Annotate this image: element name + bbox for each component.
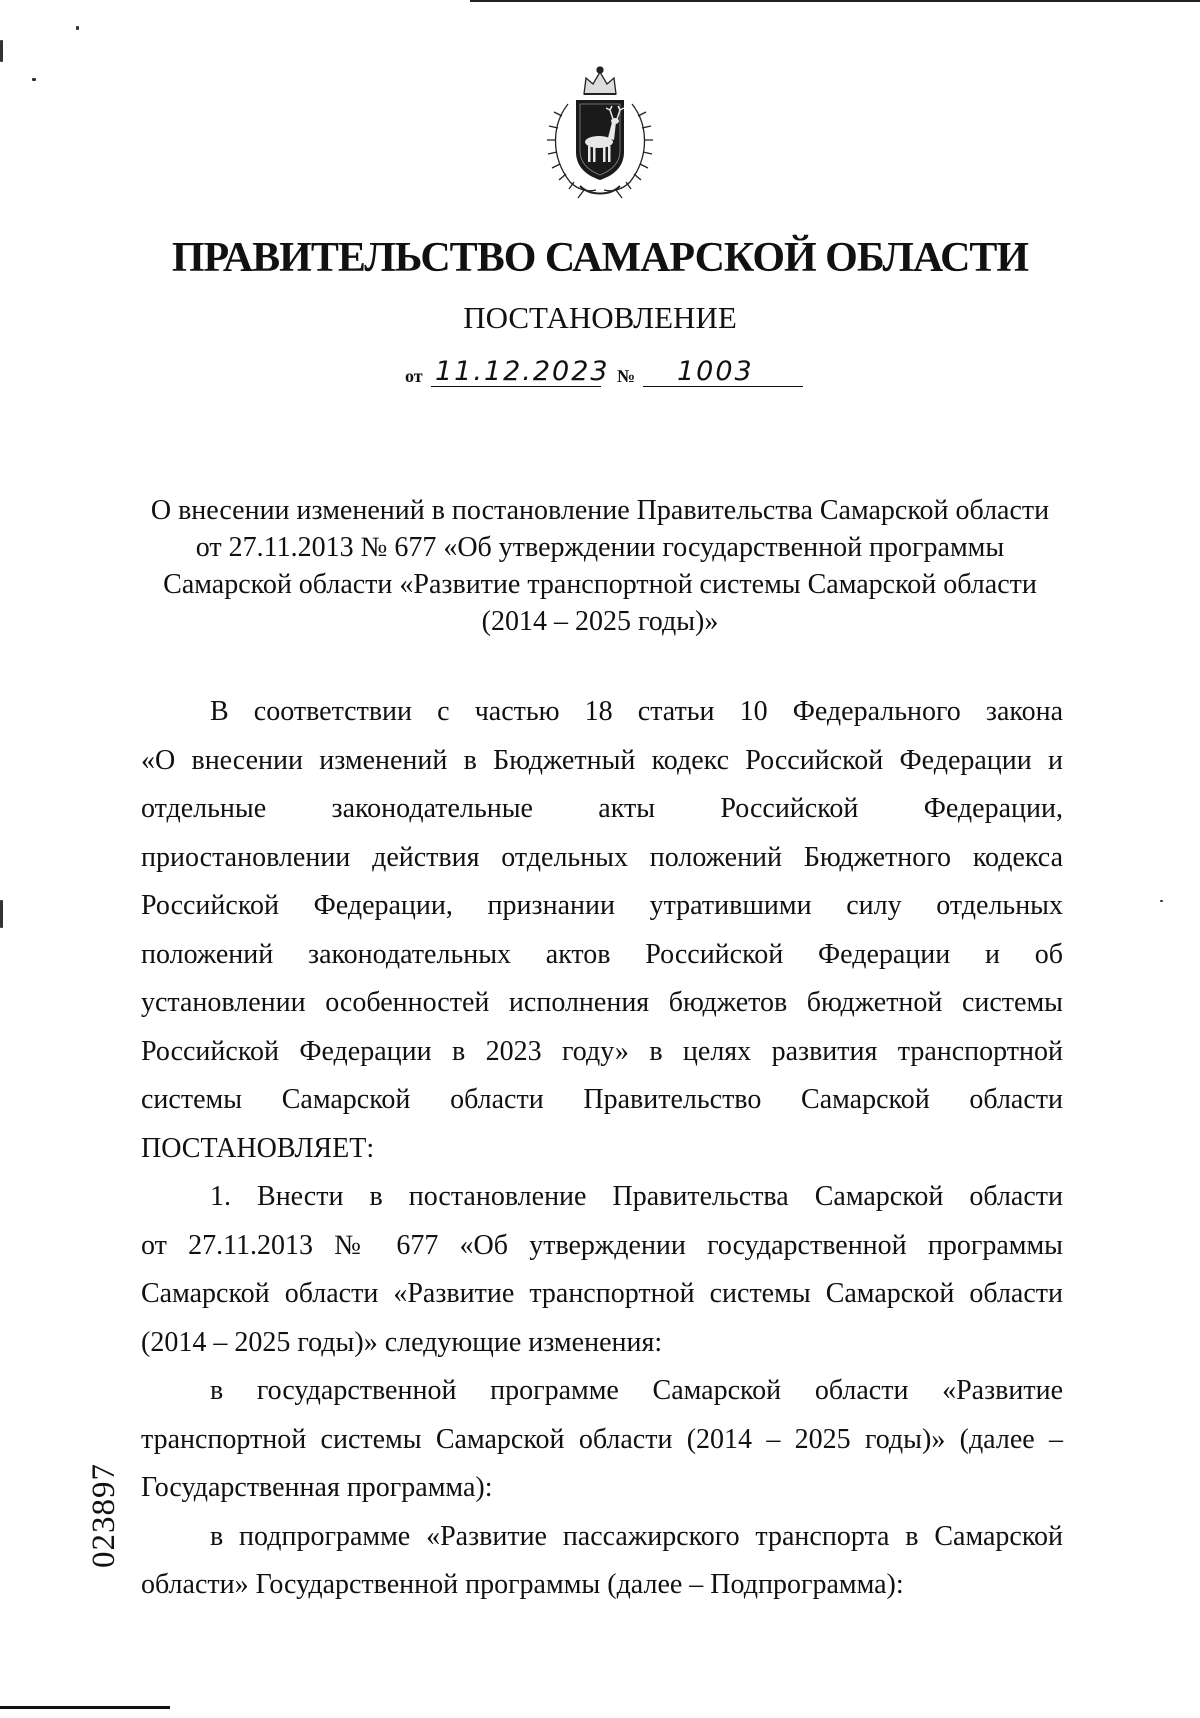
- body-line: приостановлении действия отдельных положений Бюджетного кодекса: [141, 841, 1063, 873]
- body-line: от 27.11.2013 № 677 «Об утверждении государственной программы: [141, 1229, 1063, 1261]
- body-line: установлении особенностей исполнения бюджетов бюджетной системы: [141, 987, 1063, 1018]
- scan-speck: [1160, 900, 1163, 902]
- bottom-edge-line: [0, 1706, 170, 1709]
- handwritten-number: 1003: [677, 356, 754, 387]
- scan-speck: [76, 26, 79, 30]
- serial-number: 023897: [86, 1463, 122, 1568]
- subject-line: от 27.11.2013 № 677 «Об утверждении государственной программы: [195, 532, 1005, 563]
- body-line: В соответствии с частью 18 статьи 10 Федерального закона: [210, 696, 1063, 727]
- body-line: (2014 – 2025 годы)» следующие изменения:: [141, 1326, 663, 1358]
- body-line: отдельные законодательные акты Российской Федерации,: [141, 793, 1063, 824]
- handwritten-date: 11.12.2023: [435, 356, 610, 387]
- body-line: положений законодательных актов Российской Федерации и об: [141, 938, 1063, 970]
- body-line: Российской Федерации в 2023 году» в целях развития транспортной: [141, 1035, 1063, 1067]
- date-label: от: [405, 366, 423, 386]
- scan-speck: [32, 78, 36, 81]
- authority-title: ПРАВИТЕЛЬСТВО САМАРСКОЙ ОБЛАСТИ: [171, 235, 1029, 281]
- number-underline: [643, 386, 803, 387]
- document-type: ПОСТАНОВЛЕНИЕ: [463, 300, 737, 335]
- body-line: области» Государственной программы (далее – Подпрограмма):: [141, 1569, 904, 1600]
- document-subject: [140, 492, 1060, 640]
- body-line: «О внесении изменений в Бюджетный кодекс Российской Федерации и: [141, 744, 1063, 776]
- scan-margin-mark: [0, 900, 3, 928]
- document-body: [141, 688, 1063, 1610]
- date-number-line: [405, 356, 805, 396]
- subject-line: О внесении изменений в постановление Правительства Самарской области: [150, 495, 1050, 526]
- body-line: в подпрограмме «Развитие пассажирского транспорта в Самарской: [210, 1520, 1063, 1552]
- body-line: ПОСТАНОВЛЯЕТ:: [141, 1132, 375, 1164]
- number-label: №: [617, 366, 636, 386]
- body-line: Российской Федерации, признании утратившими силу отдельных: [141, 890, 1063, 921]
- body-line: Самарской области «Развитие транспортной системы Самарской области: [141, 1278, 1063, 1309]
- samara-coat-of-arms-icon: [538, 64, 662, 200]
- body-line: в государственной программе Самарской области «Развитие: [210, 1375, 1063, 1406]
- body-line: транспортной системы Самарской области (2014 – 2025 годы)» (далее –: [141, 1423, 1063, 1455]
- top-edge-line: [470, 0, 1200, 2]
- body-line: 1. Внести в постановление Правительства Самарской области: [210, 1181, 1063, 1212]
- date-underline: [431, 386, 601, 387]
- body-line: системы Самарской области Правительство Самарской области: [141, 1084, 1063, 1115]
- scan-margin-mark: [0, 40, 3, 62]
- subject-line: Самарской области «Развитие транспортной системы Самарской области: [163, 569, 1037, 600]
- body-line: Государственная программа):: [141, 1472, 493, 1503]
- subject-line: (2014 – 2025 годы)»: [481, 606, 719, 637]
